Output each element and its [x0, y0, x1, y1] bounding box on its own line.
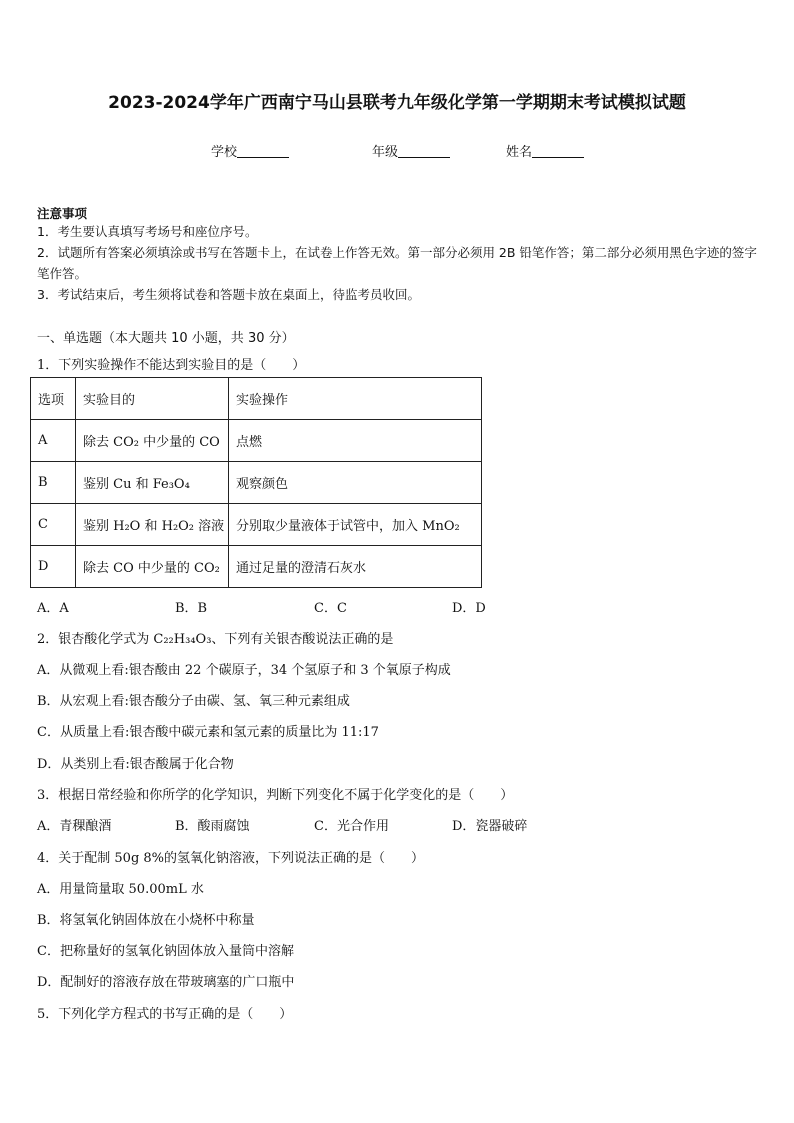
grade-blank — [398, 145, 450, 158]
table-cell: 分别取少量液体于试管中，加入 MnO₂ — [229, 504, 482, 546]
q2-option-c: C．从质量上看:银杏酸中碳元素和氢元素的质量比为 11:17 — [37, 725, 379, 740]
section-heading: 一、单选题（本大题共 10 小题，共 30 分） — [37, 331, 295, 346]
table-row — [31, 462, 482, 504]
notice-item-3: 3．考试结束后，考生须将试卷和答题卡放在桌面上，待监考员收回。 — [37, 287, 420, 302]
q1-option-c: C．C — [314, 601, 347, 616]
q4-option-b: B．将氢氧化钠固体放在小烧杯中称量 — [37, 913, 255, 928]
table-header-cell: 实验目的 — [76, 378, 229, 420]
q1-option-d: D．D — [452, 601, 486, 616]
table-cell: A — [31, 420, 76, 462]
table-row — [31, 420, 482, 462]
table-header-cell: 实验操作 — [229, 378, 482, 420]
table-cell: D — [31, 546, 76, 588]
table-cell: 点燃 — [229, 420, 482, 462]
q3-option-b: B．酸雨腐蚀 — [175, 819, 250, 834]
table-row — [31, 504, 482, 546]
q2-option-b: B．从宏观上看:银杏酸分子由碳、氢、氧三种元素组成 — [37, 694, 350, 709]
q4-option-c: C．把称量好的氢氧化钠固体放入量筒中溶解 — [37, 944, 294, 959]
name-blank — [532, 145, 584, 158]
q1-option-b: B．B — [175, 601, 208, 616]
notice-item-1: 1．考生要认真填写考场号和座位序号。 — [37, 224, 258, 239]
q3-stem: 3．根据日常经验和你所学的化学知识，判断下列变化不属于化学变化的是（ ） — [37, 788, 514, 803]
q1-option-a: A．A — [37, 601, 69, 616]
table-cell: C — [31, 504, 76, 546]
q4-stem: 4．关于配制 50g 8%的氢氧化钠溶液，下列说法正确的是（ ） — [37, 851, 425, 866]
q1-table — [30, 377, 482, 588]
school-blank — [237, 145, 289, 158]
exam-title: 2023-2024学年广西南宁马山县联考九年级化学第一学期期末考试模拟试题 — [108, 93, 686, 113]
table-cell: B — [31, 462, 76, 504]
table-cell: 观察颜色 — [229, 462, 482, 504]
table-cell: 鉴别 Cu 和 Fe₃O₄ — [76, 462, 229, 504]
table-header-row — [31, 378, 482, 420]
name-field — [506, 141, 584, 160]
table-cell: 除去 CO 中少量的 CO₂ — [76, 546, 229, 588]
school-field — [211, 141, 289, 160]
grade-label: 年级 — [372, 145, 399, 160]
name-label: 姓名 — [506, 145, 533, 160]
table-cell: 除去 CO₂ 中少量的 CO — [76, 420, 229, 462]
q3-option-a: A．青稞酿酒 — [37, 819, 112, 834]
notice-heading: 注意事项 — [37, 206, 88, 221]
q1-stem: 1．下列实验操作不能达到实验目的是（ ） — [37, 358, 306, 373]
q3-option-d: D．瓷器破碎 — [452, 819, 528, 834]
table-cell: 鉴别 H₂O 和 H₂O₂ 溶液 — [76, 504, 229, 546]
table-cell: 通过足量的澄清石灰水 — [229, 546, 482, 588]
q2-stem: 2．银杏酸化学式为 C₂₂H₃₄O₃、下列有关银杏酸说法正确的是 — [37, 632, 394, 647]
q4-option-d: D．配制好的溶液存放在带玻璃塞的广口瓶中 — [37, 975, 295, 990]
table-header-cell: 选项 — [31, 378, 76, 420]
q5-stem: 5．下列化学方程式的书写正确的是（ ） — [37, 1007, 293, 1022]
q3-option-c: C．光合作用 — [314, 819, 389, 834]
school-label: 学校 — [211, 145, 238, 160]
notice-item-2: 2．试题所有答案必须填涂或书写在答题卡上，在试卷上作答无效。第一部分必须用 2B 铅笔作答；第二部分必须用黑色字迹的签字笔作答。 — [37, 245, 757, 281]
q4-option-a: A．用量筒量取 50.00mL 水 — [37, 882, 204, 897]
table-row — [31, 546, 482, 588]
q2-option-d: D．从类别上看:银杏酸属于化合物 — [37, 757, 234, 772]
q2-option-a: A．从微观上看:银杏酸由 22 个碳原子，34 个氢原子和 3 个氧原子构成 — [37, 663, 451, 678]
grade-field — [372, 141, 450, 160]
